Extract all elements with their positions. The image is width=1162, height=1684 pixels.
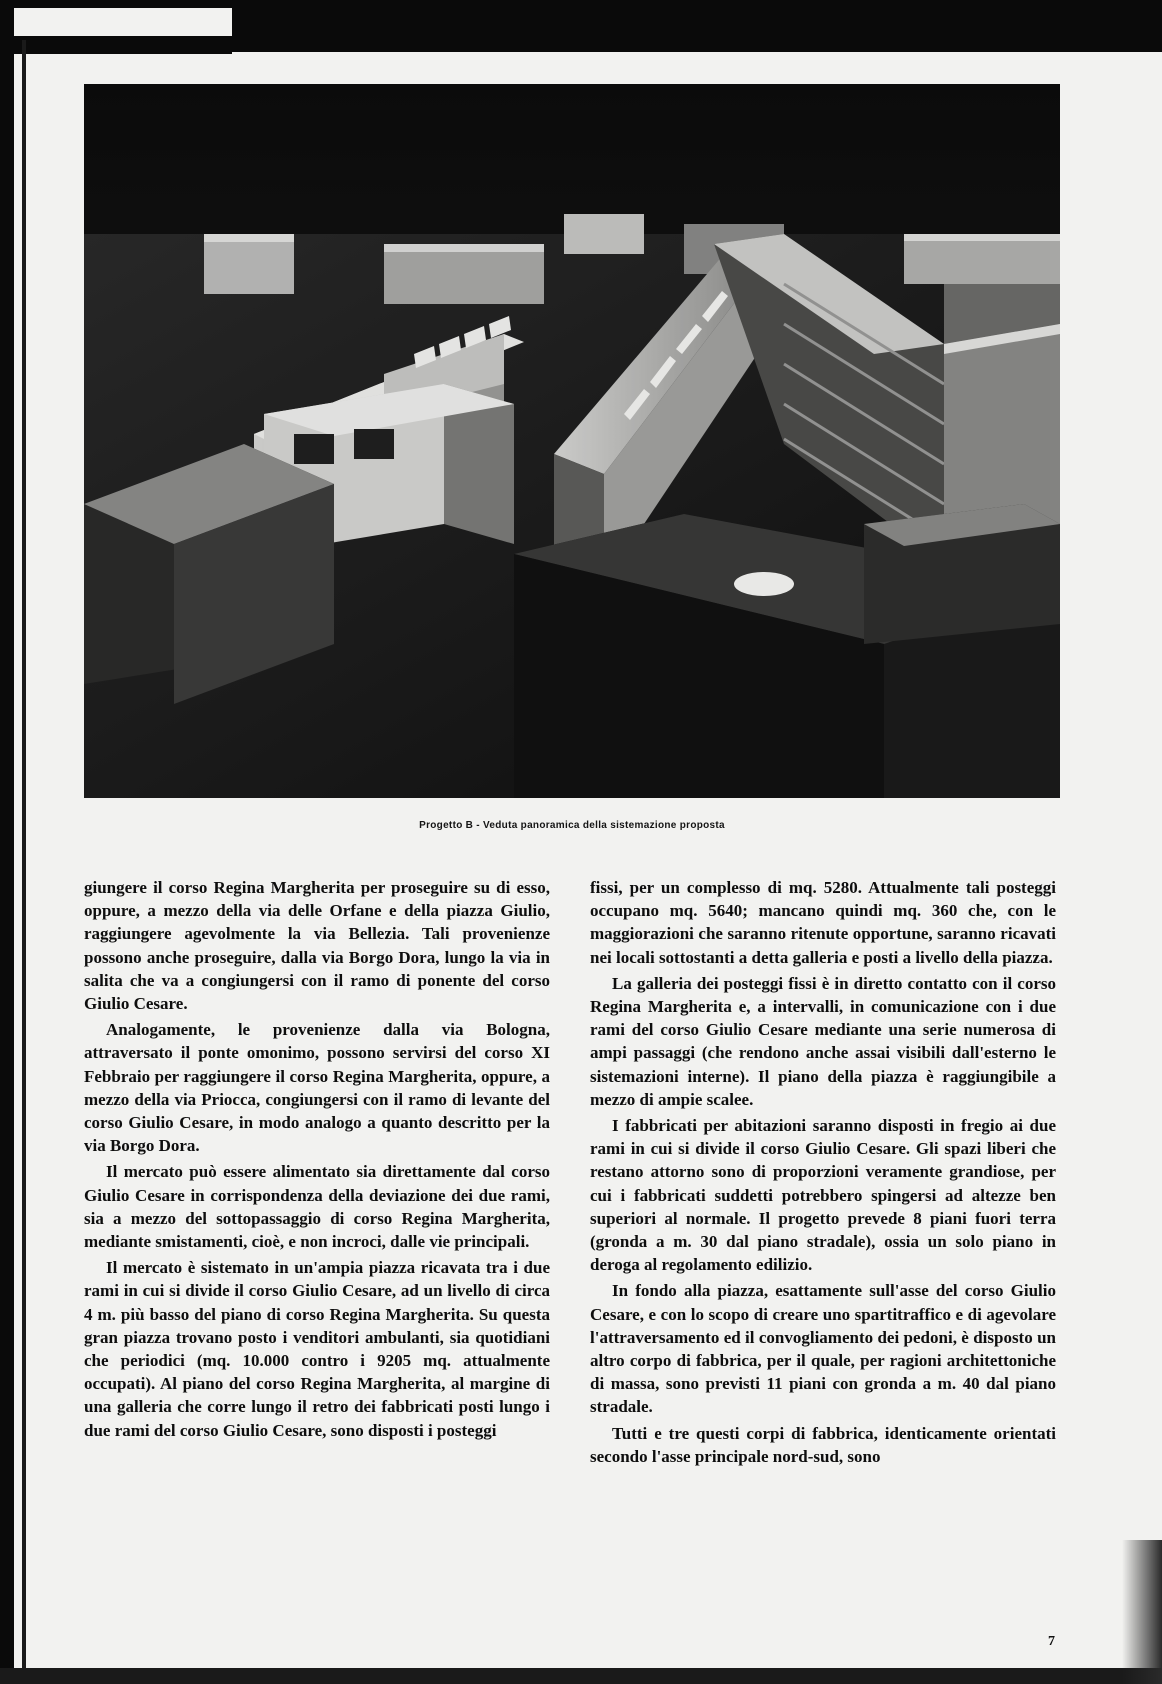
paragraph: I fabbricati per abitazioni saranno disposti in fregio ai due rami in cui si divide il corso Giulio Cesare. Gli spazi liberi che restano attorno sono di proporzioni veramente grandiose, per cui i fabbricati suddetti potrebbero spingersi ad altezze ben superiori al normale. Il progetto prevede 8 piani fuori terra (gronda a m. 30 dal piano stradale), ossia un solo piano in deroga al regolamento edilizio. (590, 1116, 1056, 1275)
paragraph: La galleria dei posteggi fissi è in diretto contatto con il corso Regina Margherita e, a intervalli, in comunicazione con i due rami del corso Giulio Cesare mediante una serie numerosa di ampi passaggi (che rendono anche assai visibili dall'esterno le sistemazioni interne). Il piano della piazza è raggiungibile a mezzo di ampie scalee. (590, 973, 1056, 1109)
scan-border-corner (14, 36, 232, 54)
paragraph: giungere il corso Regina Margherita per proseguire su di esso, oppure, a mezzo della via delle Orfane e della piazza Giulio, raggiungere agevolmente la via Bellezia. Tali provenienze possono anche proseguire, dalla via Borgo Dora, lungo la via in salita che va a congiungersi con il ramo di ponente del corso Giulio Cesare. (84, 878, 550, 1014)
page-number: 7 (1048, 1634, 1055, 1649)
paragraph: Tutti e tre questi corpi di fabbrica, identicamente orientati secondo l'asse principale nord-sud, sono (590, 1423, 1056, 1466)
scan-border-left (0, 0, 14, 1684)
scan-border-bar (232, 0, 1162, 52)
figure-caption: Progetto B - Veduta panoramica della sistemazione proposta (419, 820, 725, 831)
paragraph: Analogamente, le provenienze dalla via Bologna, attraversato il ponte omonimo, possono servirsi del corso XI Febbraio per raggiungere il corso Regina Margherita, oppure, a mezzo della via Priocca, congiungersi con il ramo di levante del corso Giulio Cesare, in modo analogo a quanto descritto per la via Borgo Dora. (84, 1020, 550, 1156)
text-column-left (84, 876, 550, 1442)
paragraph: Il mercato è sistemato in un'ampia piazza ricavata tra i due rami in cui si divide il corso Giulio Cesare, ad un livello di circa 4 m. più basso del piano di corso Regina Margherita. Su questa gran piazza trovano posto i venditori ambulanti, sia quotidiani che periodici (mq. 10.000 contro i 9205 mq. attualmente occupati). Al piano del corso Regina Margherita, al margine di una galleria che corre lungo il retro dei fabbricati posti lungo i due rami del corso Giulio Cesare, sono disposti i posteggi (84, 1258, 550, 1440)
architectural-model-illustration (84, 84, 1060, 798)
paragraph: In fondo alla piazza, esattamente sull'asse del corso Giulio Cesare, e con lo scopo di creare uno spartitraffico e di agevolare l'attraversamento ed il convogliamento dei pedoni, è disposto un altro corpo di fabbrica, per il quale, per ragioni architettoniche di massa, sono previsti 11 piani con gronda a m. 40 dal piano stradale. (590, 1281, 1056, 1417)
paragraph: Il mercato può essere alimentato sia direttamente dal corso Giulio Cesare in corrispondenza della deviazione dei due rami, sia a mezzo del sottopassaggio di corso Regina Margherita, mediante smistamenti, cioè, e non incroci, dalle vie principali. (84, 1162, 550, 1252)
scan-shadow (1122, 1540, 1162, 1684)
scan-border-line (22, 40, 26, 1684)
paragraph: fissi, per un complesso di mq. 5280. Attualmente tali posteggi occupano mq. 5640; mancano quindi mq. 360 che, con le maggiorazioni che saranno ritenute opportune, saranno ricavati nei locali sottostanti a detta galleria e posti a livello della piazza. (590, 878, 1056, 967)
text-column-right (590, 876, 1056, 1468)
model-photo (84, 84, 1060, 798)
scan-border-bottom (0, 1668, 1162, 1684)
